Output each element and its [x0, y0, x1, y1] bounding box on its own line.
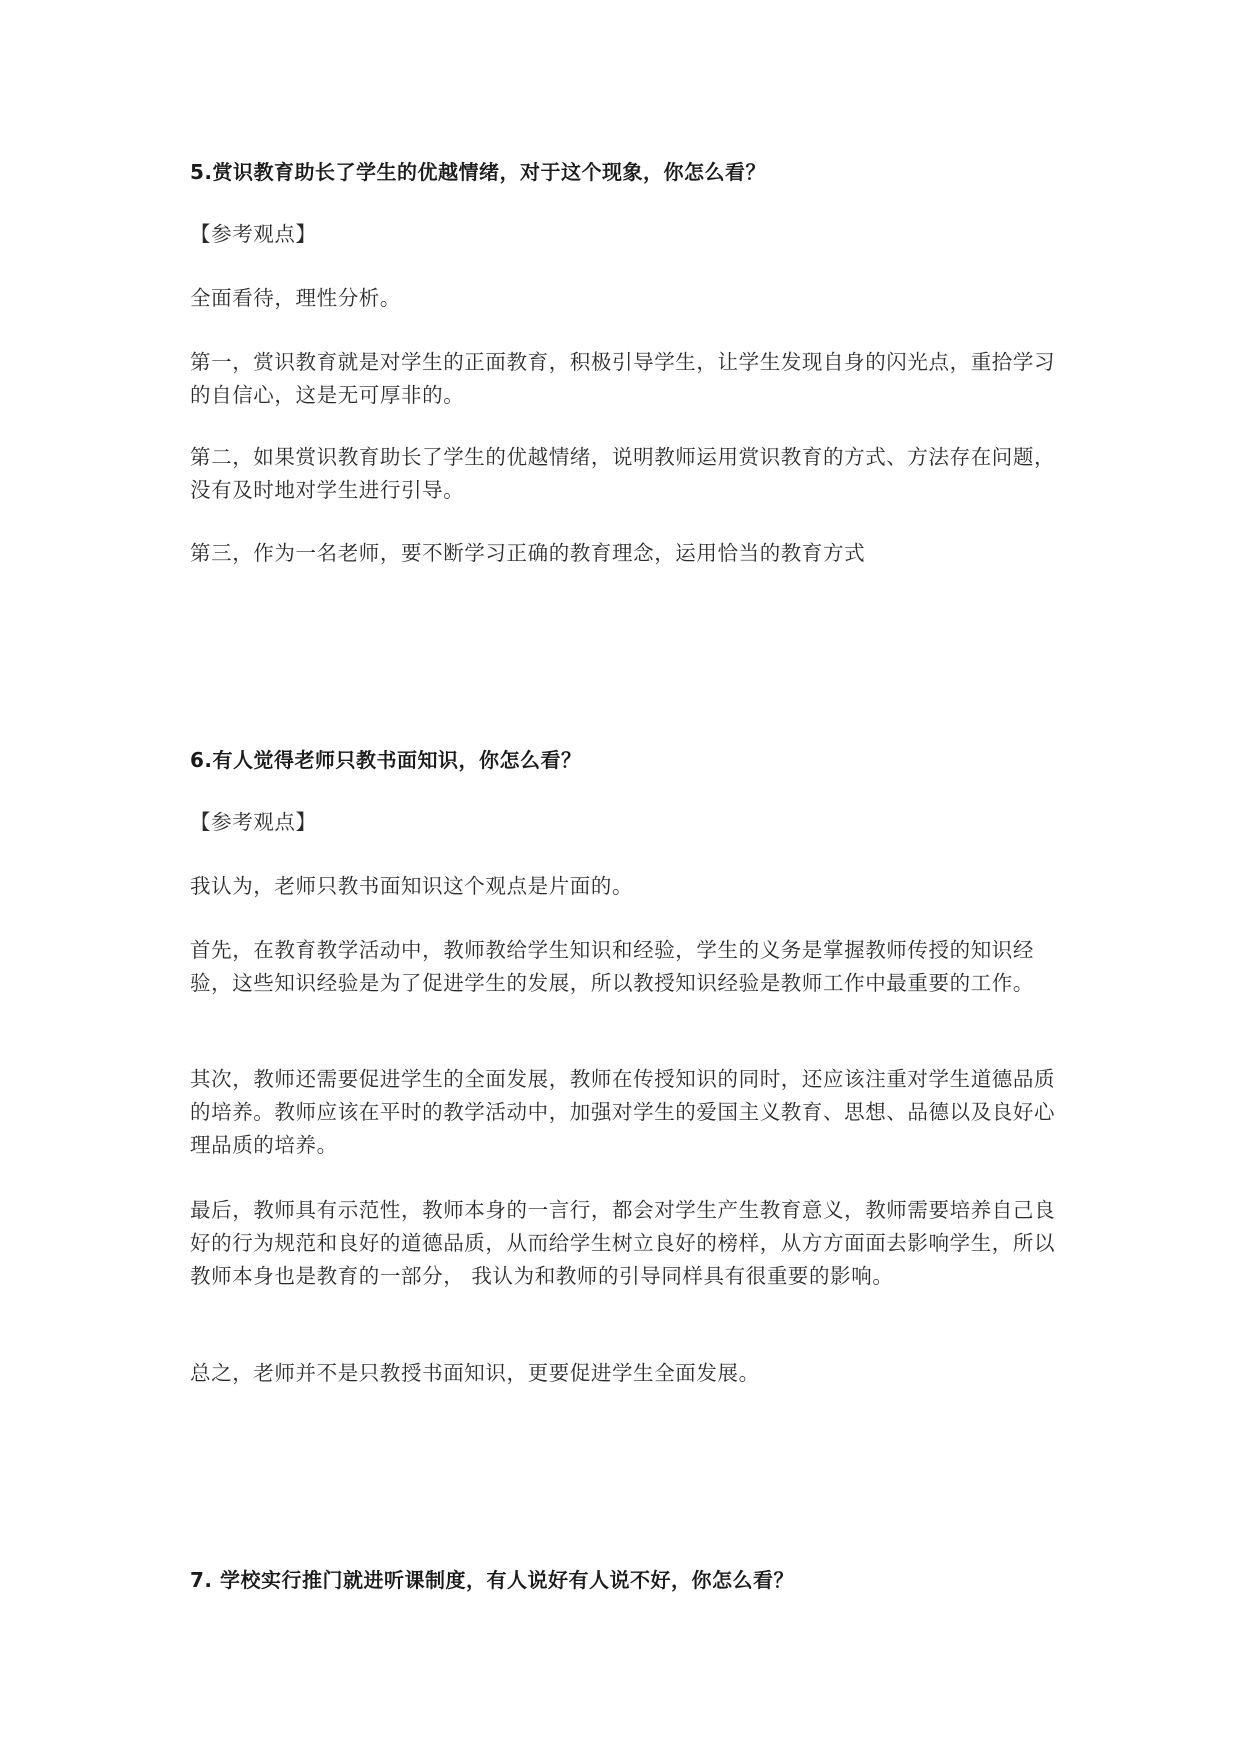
question-6-reference-label: 【参考观点】: [190, 810, 317, 834]
question-6-paragraph-5: 总之，老师并不是只教授书面知识，更要促进学生全面发展。: [190, 1361, 760, 1385]
question-5-paragraph-2: 第一，赏识教育就是对学生的正面教育，积极引导学生，让学生发现自身的闪光点，重拾学习的自信心，这是无可厚非的。: [190, 350, 1056, 407]
question-6-paragraph-1: 我认为，老师只教书面知识这个观点是片面的。: [190, 874, 634, 898]
question-5-paragraph-3: 第二，如果赏识教育助长了学生的优越情绪，说明教师运用赏识教育的方式、方法存在问题，没有及时地对学生进行引导。: [190, 445, 1056, 502]
question-5-title: 5.赏识教育助长了学生的优越情绪，对于这个现象，你怎么看？: [190, 160, 767, 184]
question-5-reference-label: 【参考观点】: [190, 222, 317, 246]
question-6-title: 6.有人觉得老师只教书面知识，你怎么看？: [190, 748, 582, 772]
question-5-paragraph-1: 全面看待，理性分析。: [190, 286, 401, 310]
question-6-paragraph-2: 首先，在教育教学活动中，教师教给学生知识和经验，学生的义务是掌握教师传授的知识经验，这些知识经验是为了促进学生的发展，所以教授知识经验是教师工作中最重要的工作。: [190, 938, 1034, 995]
question-7-title: 7. 学校实行推门就进听课制度，有人说好有人说不好，你怎么看？: [190, 1568, 794, 1592]
question-5-paragraph-4: 第三，作为一名老师，要不断学习正确的教育理念，运用恰当的教育方式: [190, 541, 866, 565]
question-6-paragraph-4: 最后，教师具有示范性，教师本身的一言行，都会对学生产生教育意义，教师需要培养自己良好的行为规范和良好的道德品质，从而给学生树立良好的榜样，从方方面面去影响学生，所以教师本身也是教育的一部分， 我认为和教师的引导同样具有很重要的影响。: [190, 1198, 1056, 1288]
question-6-paragraph-3: 其次，教师还需要促进学生的全面发展，教师在传授知识的同时，还应该注重对学生道德品质的培养。教师应该在平时的教学活动中，加强对学生的爱国主义教育、思想、品德以及良好心理品质的培养。: [190, 1067, 1056, 1157]
